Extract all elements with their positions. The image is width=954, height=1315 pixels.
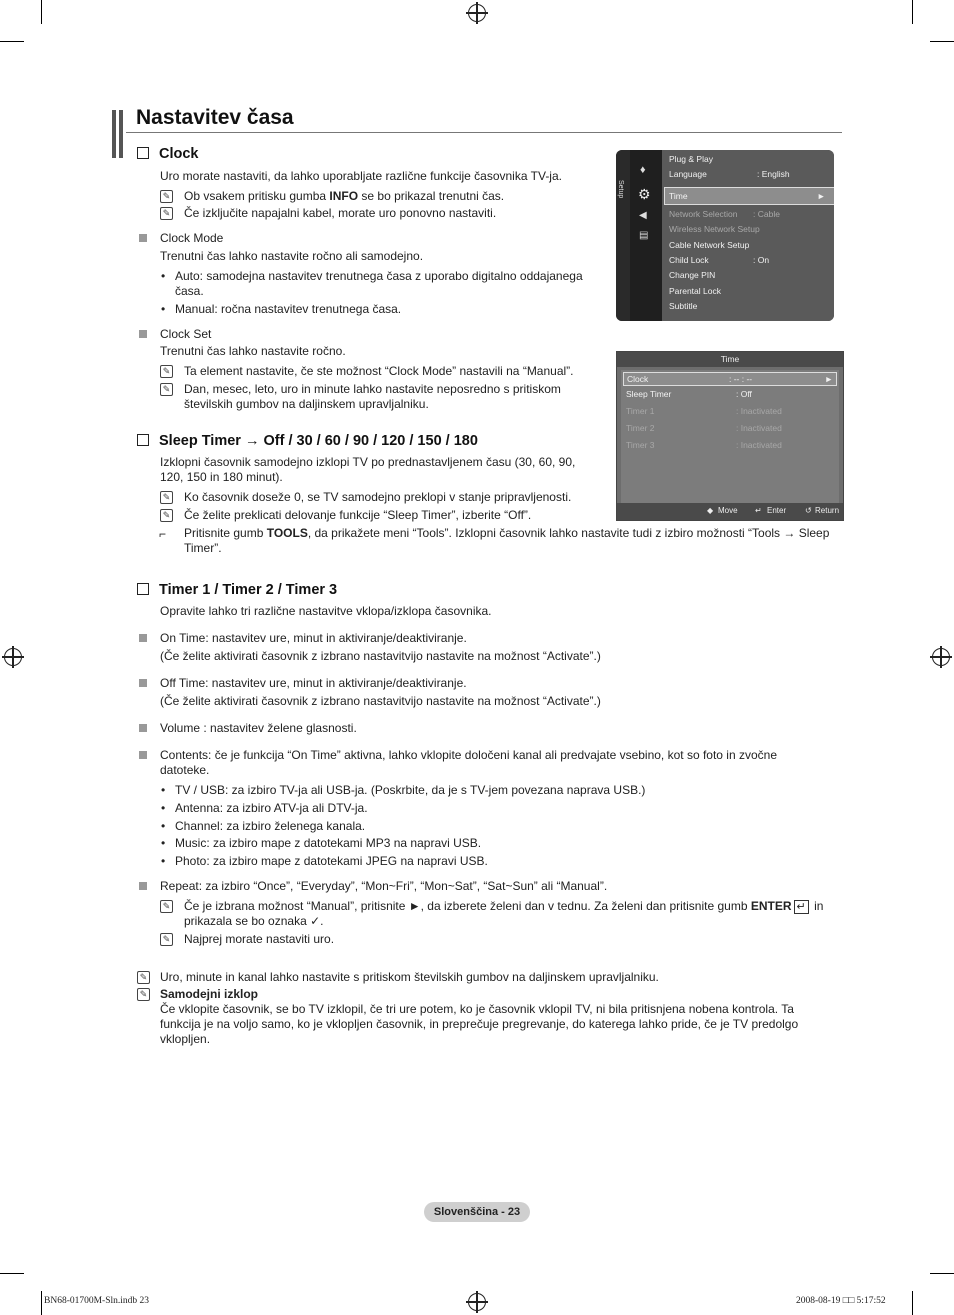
timer-off-time: Off Time: nastavitev ure, minut in aktiviranje/deaktiviranje. bbox=[160, 676, 467, 690]
clock-note-info: Ob vsakem pritisku gumba INFO se bo prikazal trenutni čas. bbox=[184, 189, 505, 203]
time-menu-item-value: : Off bbox=[736, 389, 752, 399]
registration-mark-icon bbox=[4, 648, 22, 666]
auto-off-text: Če vklopite časovnik, se bo TV izklopil, če tri ure potem, ko je časovnik vklopil TV, ni bila pritisnjena nobena kontrola. Ta bbox=[160, 1002, 794, 1016]
setup-menu-item bbox=[669, 154, 713, 164]
clock-mode-title: Clock Mode bbox=[160, 231, 224, 245]
time-menu-item bbox=[626, 389, 752, 399]
sleep-tools-tip: Pritisnite gumb TOOLS, da prikažete meni “Tools”. Izklopni časovnik lahko nastavite tudi z izbiro možnosti “Tools → Sleep bbox=[184, 526, 830, 540]
setup-menu-item-label: Time bbox=[669, 191, 688, 201]
setup-menu-item bbox=[669, 224, 760, 234]
bullet: • bbox=[161, 819, 166, 833]
setup-menu-item bbox=[669, 240, 749, 250]
page-number-badge: Slovenščina - 23 bbox=[424, 1202, 530, 1222]
note-icon bbox=[160, 207, 173, 220]
setup-menu-item-label: Language bbox=[669, 169, 707, 179]
support-icon: ▤ bbox=[639, 230, 649, 241]
crop-mark bbox=[0, 41, 24, 42]
timer-repeat: Repeat: za izbiro “Once”, “Everyday”, “Mon~Fri”, “Mon~Sat”, “Sat~Sun” ali “Manual”. bbox=[160, 879, 608, 893]
section-heading-sleep-timer: Sleep Timer → Off / 30 / 60 / 90 / 120 / 150 / 180 bbox=[137, 433, 478, 449]
enter-icon: ↵ bbox=[755, 506, 762, 515]
checkbox-bullet-icon bbox=[137, 434, 149, 446]
setup-menu-item-label: Cable Network Setup bbox=[669, 240, 750, 250]
timer-off-time-note: (Če želite aktivirati časovnik z izbrano nastavitvijo nastavite na možnost “Activate”.) bbox=[160, 694, 601, 708]
setup-menu-item-label: Wireless Network Setup bbox=[669, 224, 760, 234]
setup-menu-item-value: : On bbox=[753, 255, 770, 265]
title-bar-decoration bbox=[112, 110, 116, 158]
clock-mode-auto: Auto: samodejna nastavitev trenutnega časa z uporabo digitalno oddajanega bbox=[175, 269, 583, 283]
tools-icon: ⌐ bbox=[159, 527, 167, 541]
square-bullet-icon bbox=[139, 634, 147, 642]
square-bullet-icon bbox=[139, 724, 147, 732]
square-bullet-icon bbox=[139, 330, 147, 338]
setup-menu-item-label: Plug & Play bbox=[669, 154, 713, 164]
bullet: • bbox=[161, 302, 166, 316]
repeat-note-manual-cont: prikazala se bo oznaka ✓. bbox=[184, 914, 324, 928]
timer-contents-cont: datoteke. bbox=[160, 763, 210, 777]
crop-mark bbox=[41, 0, 42, 24]
setup-menu-item-label: Parental Lock bbox=[669, 286, 721, 296]
footer-date: 2008-08-19 □□ 5:17:52 bbox=[796, 1296, 886, 1306]
time-menu-item-label: Sleep Timer bbox=[626, 389, 672, 399]
note-icon bbox=[160, 190, 173, 203]
time-menu-item-value: : Inactivated bbox=[736, 440, 782, 450]
crop-mark bbox=[912, 0, 913, 24]
setup-menu-item-label: Change PIN bbox=[669, 270, 716, 280]
picture-icon: ♦ bbox=[640, 164, 646, 176]
note-icon bbox=[160, 900, 173, 913]
time-menu-item-value: : Inactivated bbox=[736, 423, 782, 433]
contents-tv-usb: TV / USB: za izbiro TV-ja ali USB-ja. (Poskrbite, da je s TV-jem povezana naprava USB.) bbox=[175, 783, 646, 797]
auto-off-text-cont: funkcija je na voljo samo, ko je vklopljen časovnik, in preprečuje pregrevanje, do katerega lahko pride, če je TV predolgo bbox=[160, 1017, 799, 1031]
setup-menu-item bbox=[669, 169, 790, 179]
title-bar-decoration bbox=[119, 110, 123, 158]
page-title: Nastavitev časa bbox=[136, 106, 294, 129]
clock-mode-manual: Manual: ročna nastavitev trenutnega časa. bbox=[175, 302, 402, 316]
input-icon: ◀ bbox=[639, 210, 647, 221]
setup-menu-item-value: ► bbox=[817, 191, 826, 201]
setup-menu-item bbox=[669, 255, 770, 265]
square-bullet-icon bbox=[139, 751, 147, 759]
footer-file: BN68-01700M-Sln.indb 23 bbox=[44, 1296, 150, 1306]
sleep-note1: Ko časovnik doseže 0, se TV samodejno preklopi v stanje pripravljenosti. bbox=[184, 490, 572, 504]
time-menu-item-label: Timer 2 bbox=[626, 423, 655, 433]
clock-mode-auto-cont: časa. bbox=[175, 284, 204, 298]
gear-icon: ⚙ bbox=[638, 186, 651, 202]
setup-menu-item bbox=[669, 301, 697, 311]
clock-set-title: Clock Set bbox=[160, 327, 212, 341]
clock-set-note2: Dan, mesec, leto, uro in minute lahko nastavite neposredno s pritiskom bbox=[184, 382, 561, 396]
setup-menu-item-value: : Cable bbox=[753, 209, 780, 219]
footer-move: Move bbox=[718, 506, 738, 515]
auto-off-title: Samodejni izklop bbox=[160, 987, 259, 1001]
clock-set-desc: Trenutni čas lahko nastavite ročno. bbox=[160, 344, 346, 358]
timer-volume: Volume : nastavitev želene glasnosti. bbox=[160, 721, 357, 735]
bullet: • bbox=[161, 269, 166, 283]
note-icon bbox=[160, 933, 173, 946]
sleep-note2: Če želite preklicati delovanje funkcije “Sleep Timer”, izberite “Off”. bbox=[184, 508, 532, 522]
time-menu-item-label: Timer 3 bbox=[626, 440, 655, 450]
auto-off-text-end: vklopljen. bbox=[160, 1032, 211, 1046]
time-menu-header: Time bbox=[617, 352, 843, 367]
sleep-desc: Izklopni časovnik samodejno izklopi TV po prednastavljenem času (30, 60, 90, bbox=[160, 455, 576, 469]
move-icon: ◆ bbox=[707, 506, 714, 515]
enter-icon: ↵ bbox=[794, 900, 809, 914]
setup-menu-screenshot bbox=[616, 150, 834, 321]
time-menu-item-value: : -- : -- bbox=[729, 374, 753, 384]
clock-note-power: Če izključite napajalni kabel, morate uro ponovno nastaviti. bbox=[184, 206, 497, 220]
contents-channel: Channel: za izbiro želenega kanala. bbox=[175, 819, 366, 833]
square-bullet-icon bbox=[139, 234, 147, 242]
setup-menu-item-label: Subtitle bbox=[669, 301, 698, 311]
setup-menu-item-value: : English bbox=[757, 169, 790, 179]
note-icon bbox=[160, 365, 173, 378]
time-menu-item bbox=[626, 406, 782, 416]
footer-return: Return bbox=[815, 506, 840, 515]
note-icon bbox=[160, 509, 173, 522]
arrow-right-icon: ► bbox=[824, 374, 833, 384]
checkbox-bullet-icon bbox=[137, 583, 149, 595]
checkbox-bullet-icon bbox=[137, 147, 149, 159]
return-icon: ↺ bbox=[805, 506, 812, 515]
crop-mark bbox=[41, 1291, 42, 1315]
crop-mark bbox=[930, 41, 954, 42]
square-bullet-icon bbox=[139, 882, 147, 890]
contents-antenna: Antenna: za izbiro ATV-ja ali DTV-ja. bbox=[175, 801, 368, 815]
repeat-note-clock: Najprej morate nastaviti uro. bbox=[184, 932, 335, 946]
time-menu-item-label: Clock bbox=[627, 374, 649, 384]
setup-menu-item bbox=[669, 209, 780, 219]
bullet: • bbox=[161, 836, 166, 850]
clock-intro: Uro morate nastaviti, da lahko uporabljate različne funkcije časovnika TV-ja. bbox=[160, 169, 562, 183]
note-icon bbox=[160, 383, 173, 396]
registration-mark-icon bbox=[932, 648, 950, 666]
timer-on-time-note: (Če želite aktivirati časovnik z izbrano nastavitvijo nastavite na možnost “Activate”.) bbox=[160, 649, 601, 663]
contents-photo: Photo: za izbiro mape z datotekami JPEG na napravi USB. bbox=[175, 854, 488, 868]
timer-on-time: On Time: nastavitev ure, minut in aktiviranje/deaktiviranje. bbox=[160, 631, 467, 645]
section-heading-timer: Timer 1 / Timer 2 / Timer 3 bbox=[137, 582, 337, 598]
bullet: • bbox=[161, 854, 166, 868]
contents-music: Music: za izbiro mape z datotekami MP3 na napravi USB. bbox=[175, 836, 482, 850]
note-icon bbox=[137, 988, 150, 1001]
crop-mark bbox=[912, 1291, 913, 1315]
note-icon bbox=[137, 971, 150, 984]
setup-menu-item bbox=[669, 270, 715, 280]
clock-mode-desc: Trenutni čas lahko nastavite ročno ali samodejno. bbox=[160, 249, 424, 263]
setup-menu-item bbox=[664, 187, 834, 205]
square-bullet-icon bbox=[139, 679, 147, 687]
setup-menu-item-label: Network Selection bbox=[669, 209, 738, 219]
time-menu-screenshot bbox=[616, 351, 844, 521]
time-menu-item-value: : Inactivated bbox=[736, 406, 782, 416]
bottom-note-digits: Uro, minute in kanal lahko nastavite s pritiskom številskih gumbov na daljinskem upravljalniku. bbox=[160, 970, 659, 984]
bullet: • bbox=[161, 783, 166, 797]
registration-mark-icon bbox=[468, 1293, 486, 1311]
repeat-note-manual: Če je izbrana možnost “Manual”, pritisnite ►, da izberete želeni dan v tednu. Za želeni dan pritisnite gumb ENTER ↵ in bbox=[184, 899, 824, 913]
clock-set-note2-cont: številskih gumbov na daljinskem upravljalniku. bbox=[184, 397, 429, 411]
setup-menu-item bbox=[669, 286, 721, 296]
timer-desc: Opravite lahko tri različne nastavitve vklopa/izklopa časovnika. bbox=[160, 604, 492, 618]
timer-contents: Contents: če je funkcija “On Time” aktivna, lahko vklopite določeni kanal ali predvajate vsebino, kot so foto in zvočne bbox=[160, 748, 777, 762]
time-menu-item bbox=[623, 372, 837, 386]
sleep-desc-cont: 120, 150 in 180 minut). bbox=[160, 470, 283, 484]
title-underline bbox=[126, 132, 842, 133]
note-icon bbox=[160, 491, 173, 504]
bullet: • bbox=[161, 801, 166, 815]
time-menu-item bbox=[626, 423, 782, 433]
registration-mark-icon bbox=[468, 4, 486, 22]
sleep-tools-tip-cont: Timer”. bbox=[184, 541, 222, 555]
clock-set-note1: Ta element nastavite, če ste možnost “Clock Mode” nastavili na “Manual”. bbox=[184, 364, 574, 378]
section-heading-clock: Clock bbox=[137, 146, 199, 162]
setup-menu-item-label: Child Lock bbox=[669, 255, 709, 265]
footer-enter: Enter bbox=[767, 506, 787, 515]
crop-mark bbox=[930, 1273, 954, 1274]
crop-mark bbox=[0, 1273, 24, 1274]
time-menu-item-label: Timer 1 bbox=[626, 406, 655, 416]
setup-side-label: Setup bbox=[617, 180, 624, 199]
time-menu-item bbox=[626, 440, 782, 450]
